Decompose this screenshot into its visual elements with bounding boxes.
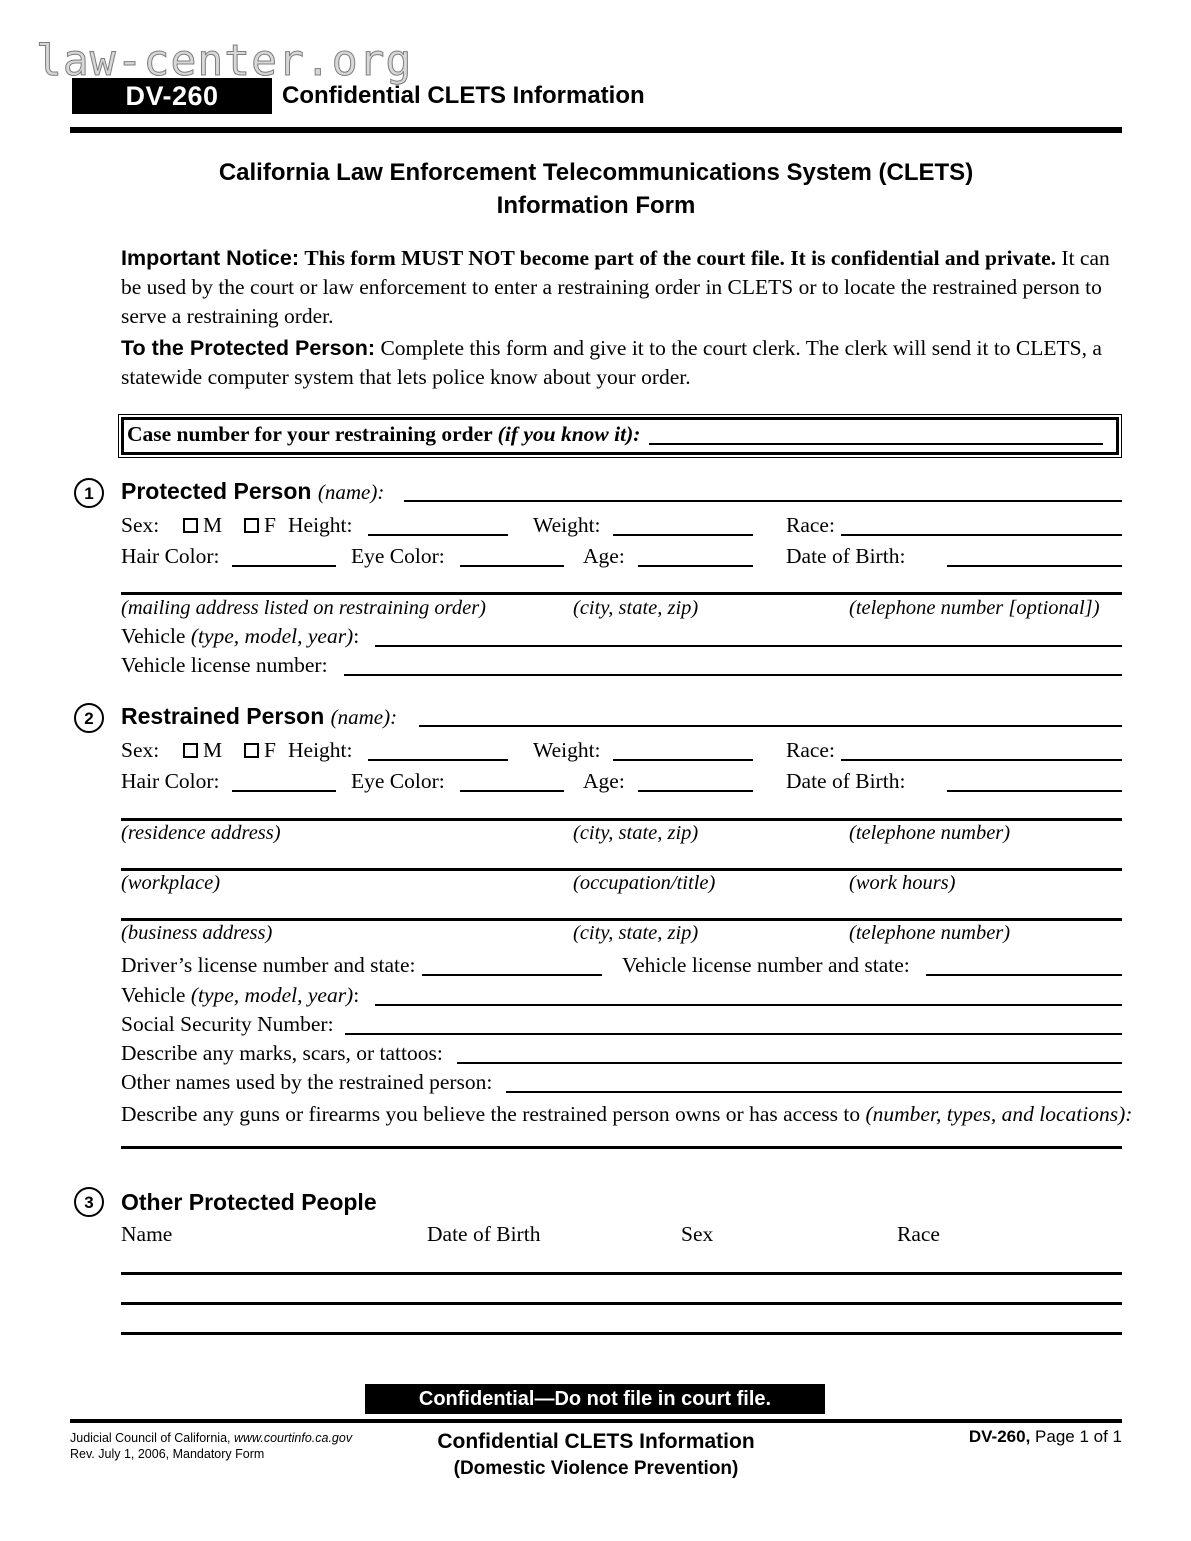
footer-center-title: Confidential CLETS Information: [437, 1430, 755, 1453]
section-3-heading: [121, 1189, 377, 1216]
protected-race-label: Race:: [786, 513, 835, 537]
restrained-race-line[interactable]: [841, 759, 1122, 761]
restrained-dl-label: Driver’s license number and state:: [121, 953, 416, 977]
restrained-dl-line[interactable]: [422, 974, 602, 976]
important-notice-paragraph: [121, 244, 1122, 331]
section-1-heading-hint: (name):: [317, 480, 385, 504]
restrained-residence-caption: (residence address): [121, 822, 281, 844]
restrained-sex-female-label: F: [264, 738, 276, 762]
restrained-marks-label: Describe any marks, scars, or tattoos:: [121, 1041, 443, 1065]
footer-center-block: [70, 1428, 1122, 1482]
restrained-height-label: Height:: [288, 738, 353, 762]
section-2-heading-hint: (name):: [330, 705, 398, 729]
section-marker-3: 3: [74, 1187, 104, 1217]
protected-height-label: Height:: [288, 513, 353, 537]
restrained-dob-label: Date of Birth:: [786, 769, 906, 793]
restrained-guns-label: [121, 1101, 1132, 1127]
document-title-line1: California Law Enforcement Telecommunications System (CLETS): [218, 159, 974, 186]
restrained-sex-label: Sex:: [121, 738, 160, 762]
case-number-label: [127, 422, 640, 447]
protected-race-line[interactable]: [841, 534, 1122, 536]
restrained-eye-line[interactable]: [460, 790, 564, 792]
restrained-hair-line[interactable]: [232, 790, 336, 792]
restrained-vehicle-license-line[interactable]: [926, 974, 1122, 976]
confidential-banner-text: Confidential—Do not file in court file.: [418, 1388, 772, 1410]
protected-vehicle-colon: :: [353, 624, 360, 648]
restrained-ssn-label: Social Security Number:: [121, 1012, 334, 1036]
protected-age-line[interactable]: [638, 565, 753, 567]
restrained-business-line[interactable]: [121, 918, 1122, 921]
protected-age-label: Age:: [583, 544, 625, 568]
case-number-box: [118, 414, 1122, 458]
restrained-city1-caption: (city, state, zip): [573, 822, 699, 844]
restrained-guns-answer-line[interactable]: [121, 1146, 1122, 1149]
protected-person-notice-paragraph: [121, 334, 1122, 392]
restrained-height-line[interactable]: [368, 759, 508, 761]
protected-vehicle-line[interactable]: [375, 645, 1122, 647]
document-title-line2: Information Form: [496, 192, 696, 219]
footer-council-text: Judicial Council of California,: [70, 1431, 234, 1445]
restrained-business-caption: (business address): [121, 922, 273, 944]
case-number-label-hint: (if you know it):: [497, 422, 641, 446]
restrained-vehicle-label: [121, 982, 359, 1008]
restrained-ssn-line[interactable]: [345, 1033, 1122, 1035]
restrained-other-names-label: Other names used by the restrained person:: [121, 1070, 493, 1094]
protected-height-line[interactable]: [368, 534, 508, 536]
restrained-weight-label: Weight:: [533, 738, 601, 762]
protected-address-caption: (mailing address listed on restraining order): [121, 597, 487, 619]
protected-sex-female-label: F: [264, 513, 276, 537]
restrained-age-label: Age:: [583, 769, 625, 793]
restrained-dob-line[interactable]: [947, 790, 1122, 792]
restrained-vehicle-license-label: Vehicle license number and state:: [622, 953, 910, 977]
other-people-col-dob: Date of Birth: [427, 1222, 541, 1246]
restrained-sex-male-label: M: [203, 738, 223, 762]
restrained-workhours-caption: (work hours): [849, 872, 956, 894]
important-notice-body: It can be used by the court or law enforcement to enter a restraining order in CLETS or to locate the restrained person to serve a restraining order.: [121, 246, 1110, 328]
restrained-phone2-caption: (telephone number): [849, 922, 1011, 944]
protected-vehicle-license-label: Vehicle license number:: [121, 653, 328, 677]
form-number-text: DV-260: [125, 81, 219, 111]
footer-council-url: www.courtinfo.ca.gov: [233, 1431, 353, 1445]
other-people-col-race: Race: [897, 1222, 940, 1246]
form-number-badge: [72, 78, 272, 114]
protected-hair-label: Hair Color:: [121, 544, 220, 568]
header-title: Confidential CLETS Information: [282, 82, 645, 109]
protected-eye-line[interactable]: [460, 565, 564, 567]
protected-weight-line[interactable]: [613, 534, 753, 536]
protected-weight-label: Weight:: [533, 513, 601, 537]
case-number-label-main: Case number for your restraining order: [127, 422, 493, 446]
confidential-banner: [365, 1384, 825, 1414]
protected-eye-label: Eye Color:: [351, 544, 445, 568]
protected-sex-male-label: M: [203, 513, 223, 537]
footer-revision-line: Rev. July 1, 2006, Mandatory Form: [70, 1447, 265, 1461]
restrained-age-line[interactable]: [638, 790, 753, 792]
restrained-guns-label-hint: (number, types, and locations):: [865, 1102, 1133, 1126]
important-notice-bold: This form MUST NOT become part of the court file. It is confidential and private.: [304, 246, 1057, 270]
protected-hair-line[interactable]: [232, 565, 336, 567]
protected-person-name-line[interactable]: [404, 500, 1122, 502]
restrained-sex-female-checkbox[interactable]: [244, 743, 259, 758]
restrained-residence-line[interactable]: [121, 818, 1122, 821]
important-notice-label: Important Notice:: [121, 246, 299, 270]
other-people-col-sex: Sex: [681, 1222, 714, 1246]
other-people-col-name: Name: [121, 1222, 173, 1246]
protected-vehicle-label-text: Vehicle: [121, 624, 186, 648]
other-people-row-line-1[interactable]: [121, 1272, 1122, 1275]
protected-vehicle-label-hint: (type, model, year): [190, 624, 354, 648]
restrained-vehicle-label-hint: (type, model, year): [190, 983, 354, 1007]
protected-phone-caption: (telephone number [optional]): [849, 597, 1100, 619]
protected-sex-female-checkbox[interactable]: [244, 518, 259, 533]
footer-right-block: [969, 1427, 1122, 1447]
restrained-hair-label: Hair Color:: [121, 769, 220, 793]
section-1-heading-text: Protected Person: [121, 478, 312, 504]
protected-person-notice-body: Complete this form and give it to the court clerk. The clerk will send it to CLETS, a statewide computer system that lets police know about your order.: [121, 336, 1102, 389]
restrained-other-names-line[interactable]: [506, 1091, 1122, 1093]
restrained-workplace-line[interactable]: [121, 868, 1122, 871]
section-3-heading-text: Other Protected People: [121, 1189, 377, 1215]
footer-divider: [70, 1419, 1122, 1423]
section-marker-1: 1: [74, 478, 104, 508]
restrained-sex-male-checkbox[interactable]: [183, 743, 198, 758]
protected-dob-label: Date of Birth:: [786, 544, 906, 568]
footer-page-number: Page 1 of 1: [1030, 1427, 1122, 1446]
section-1-heading: [121, 478, 384, 505]
section-2-heading: [121, 703, 397, 730]
footer-center-subtitle: (Domestic Violence Prevention): [453, 1458, 739, 1479]
page-header: [0, 0, 1191, 140]
protected-vehicle-label: [121, 623, 359, 649]
footer-form-number: DV-260,: [968, 1427, 1031, 1446]
other-people-row-line-3[interactable]: [121, 1332, 1122, 1335]
protected-city-caption: (city, state, zip): [573, 597, 699, 619]
header-divider: [70, 127, 1122, 133]
restrained-person-name-line[interactable]: [419, 725, 1122, 727]
protected-person-notice-label: To the Protected Person:: [121, 336, 376, 360]
restrained-guns-label-text: Describe any guns or firearms you believe the restrained person owns or has access to: [121, 1102, 861, 1126]
restrained-vehicle-colon: :: [353, 983, 360, 1007]
restrained-occupation-caption: (occupation/title): [573, 872, 716, 894]
protected-vehicle-license-line[interactable]: [344, 674, 1122, 676]
restrained-workplace-caption: (workplace): [121, 872, 221, 894]
restrained-phone1-caption: (telephone number): [849, 822, 1011, 844]
document-title: [70, 156, 1122, 222]
other-people-row-line-2[interactable]: [121, 1302, 1122, 1305]
restrained-race-label: Race:: [786, 738, 835, 762]
protected-sex-male-checkbox[interactable]: [183, 518, 198, 533]
protected-address-line[interactable]: [121, 592, 1122, 595]
restrained-vehicle-line[interactable]: [375, 1004, 1122, 1006]
restrained-eye-label: Eye Color:: [351, 769, 445, 793]
restrained-weight-line[interactable]: [613, 759, 753, 761]
protected-dob-line[interactable]: [947, 565, 1122, 567]
restrained-city2-caption: (city, state, zip): [573, 922, 699, 944]
section-2-heading-text: Restrained Person: [121, 703, 325, 729]
case-number-input-line[interactable]: [649, 443, 1103, 445]
restrained-marks-line[interactable]: [457, 1062, 1122, 1064]
restrained-vehicle-label-text: Vehicle: [121, 983, 186, 1007]
watermark-law-center: law-center.org: [36, 36, 413, 86]
section-marker-2: 2: [74, 703, 104, 733]
protected-sex-label: Sex:: [121, 513, 160, 537]
